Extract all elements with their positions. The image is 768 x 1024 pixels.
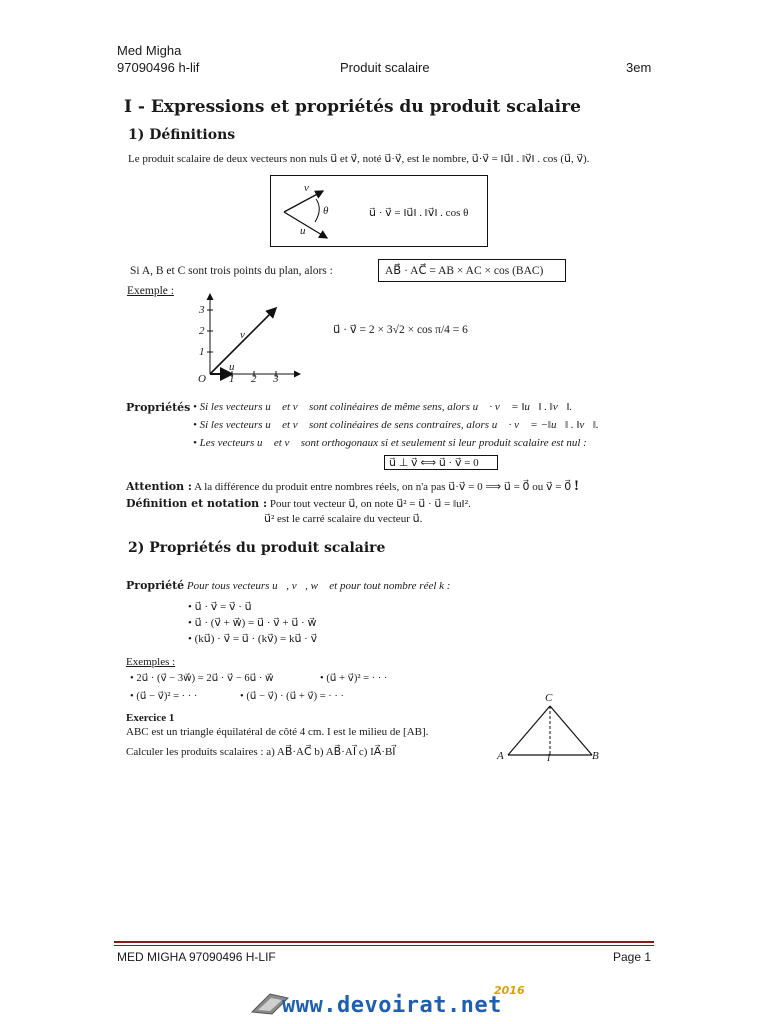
abc-text: Si A, B et C sont trois points du plan, alors :	[130, 265, 333, 277]
x-tick-label-3: 3	[273, 373, 279, 385]
footer-rule-top	[114, 941, 654, 943]
subsection-properties: 2) Propriétés du produit scalaire	[128, 540, 386, 556]
triangle-label-i: I	[547, 753, 551, 764]
example-1: • 2u⃗ · (v⃗ − 3w⃗) = 2u⃗ · v⃗ − 6u⃗ · w⃗	[130, 673, 274, 684]
example-label: Exemple :	[127, 285, 174, 297]
definition-text: Le produit scalaire de deux vecteurs non nuls u⃗ et v⃗, noté u⃗·v⃗, est le nombre, u⃗·v⃗ = ‖u⃗‖ . ‖v⃗‖ . cos (u⃗, v⃗).	[128, 153, 590, 165]
fig-v-label: v⃗	[304, 182, 318, 194]
property-label: Propriété	[126, 579, 185, 592]
definition-box	[270, 175, 488, 247]
orthogonal-formula-box: u⃗ ⊥ v⃗ ⟺ u⃗ · v⃗ = 0	[384, 455, 498, 470]
properties-label: Propriétés	[126, 401, 191, 414]
exercise-line-2: Calculer les produits scalaires : a) AB⃗·AC⃗ b) AB⃗·AI⃗ c) IA⃗·BI⃗	[126, 746, 396, 758]
example-formula: u⃗ · v⃗ = 2 × 3√2 × cos π/4 = 6	[333, 324, 468, 336]
defnot-text-2: u⃗² est le carré scalaire du vecteur u⃗.	[264, 513, 423, 525]
attention-mark: !	[573, 478, 579, 494]
origin-label: O	[198, 373, 206, 385]
attention-text: A la différence du produit entre nombres réels, on n'a pas u⃗·v⃗ = 0 ⟹ u⃗ = 0⃗ ou v⃗ = 0⃗	[194, 481, 572, 493]
footer-left: MED MIGHA 97090496 H-LIF	[117, 950, 276, 964]
property-intro: Pour tous vecteurs u⃗, v⃗, w⃗ et pour tout nombre réel k :	[186, 580, 451, 592]
watermark-year: 2016	[494, 984, 525, 997]
example-3: • (u⃗ − v⃗)² = · · ·	[130, 691, 198, 702]
header-title: Produit scalaire	[340, 60, 430, 75]
header-author: Med Migha	[117, 43, 182, 58]
header-level: 3em	[626, 60, 652, 75]
abc-formula-box: AB⃗ · AC⃗ = AB × AC × cos (BAC)	[378, 259, 566, 282]
exercise-title: Exercice 1	[126, 712, 175, 724]
example-2: • (u⃗ + v⃗)² = · · ·	[320, 673, 388, 684]
graph-u-label: u⃗	[229, 361, 244, 373]
examples-label: Exemples :	[126, 656, 176, 668]
triangle-side-cb	[550, 706, 592, 755]
triangle-label-c: C	[545, 692, 553, 704]
x-tick-label-2: 2	[251, 373, 257, 385]
attention-line	[126, 478, 579, 495]
triangle-label-b: B	[592, 750, 599, 762]
triangle-side-ac	[508, 706, 550, 755]
attention-label: Attention :	[126, 480, 192, 493]
x-tick-label-1: 1	[229, 373, 235, 385]
footer-rule-bottom	[114, 945, 654, 946]
example-4: • (u⃗ − v⃗) · (u⃗ + v⃗) = · · ·	[240, 691, 345, 702]
prop-item-3: • (ku⃗) · v⃗ = u⃗ · (kv⃗) = ku⃗ · v⃗	[188, 633, 318, 645]
graph-v-label: v⃗	[240, 329, 254, 341]
defnot-label: Définition et notation :	[126, 497, 268, 510]
header-phone: 97090496 h-lif	[117, 60, 200, 75]
triangle-label-a: A	[497, 750, 504, 762]
exercise-line-1: ABC est un triangle équilatéral de côté 4 cm. I est le milieu de [AB].	[126, 726, 429, 738]
box-formula: u⃗ · v⃗ = ‖u⃗‖ . ‖v⃗‖ . cos θ	[369, 207, 469, 219]
property-intro-line	[126, 579, 450, 592]
property-item-2: • Si les vecteurs u⃗ et v⃗ sont colinéaires de sens contraires, alors u⃗ · v⃗ = −‖u⃗‖ . ‖v⃗‖.	[193, 419, 599, 431]
subsection-definitions: 1) Définitions	[128, 127, 236, 143]
watermark-logo: www.devoirat.net	[282, 993, 502, 1018]
prop-item-2: • u⃗ · (v⃗ + w⃗) = u⃗ · v⃗ + u⃗ · w⃗	[188, 617, 317, 629]
property-item-1: • Si les vecteurs u⃗ et v⃗ sont colinéaires de même sens, alors u⃗ · v⃗ = ‖u⃗‖ . ‖v⃗‖.	[193, 401, 573, 413]
y-tick-label-1: 1	[199, 346, 205, 358]
fig-u-label: u⃗	[300, 225, 315, 237]
defnot-text-1: Pour tout vecteur u⃗, on note u⃗² = u⃗ · u⃗ = ‖u‖².	[269, 498, 471, 510]
section-title: I - Expressions et propriétés du produit scalaire	[124, 97, 581, 117]
fig-theta-label: θ	[323, 205, 329, 217]
angle-arc	[315, 199, 319, 222]
footer-page: Page 1	[613, 950, 652, 964]
property-item-3: • Les vecteurs u⃗ et v⃗ sont orthogonaux si et seulement si leur produit scalaire est nul :	[193, 437, 587, 449]
prop-item-1: • u⃗ · v⃗ = v⃗ · u⃗	[188, 601, 252, 613]
y-tick-label-2: 2	[199, 325, 205, 337]
y-tick-label-3: 3	[199, 304, 205, 316]
definition-notation-line	[126, 497, 471, 510]
